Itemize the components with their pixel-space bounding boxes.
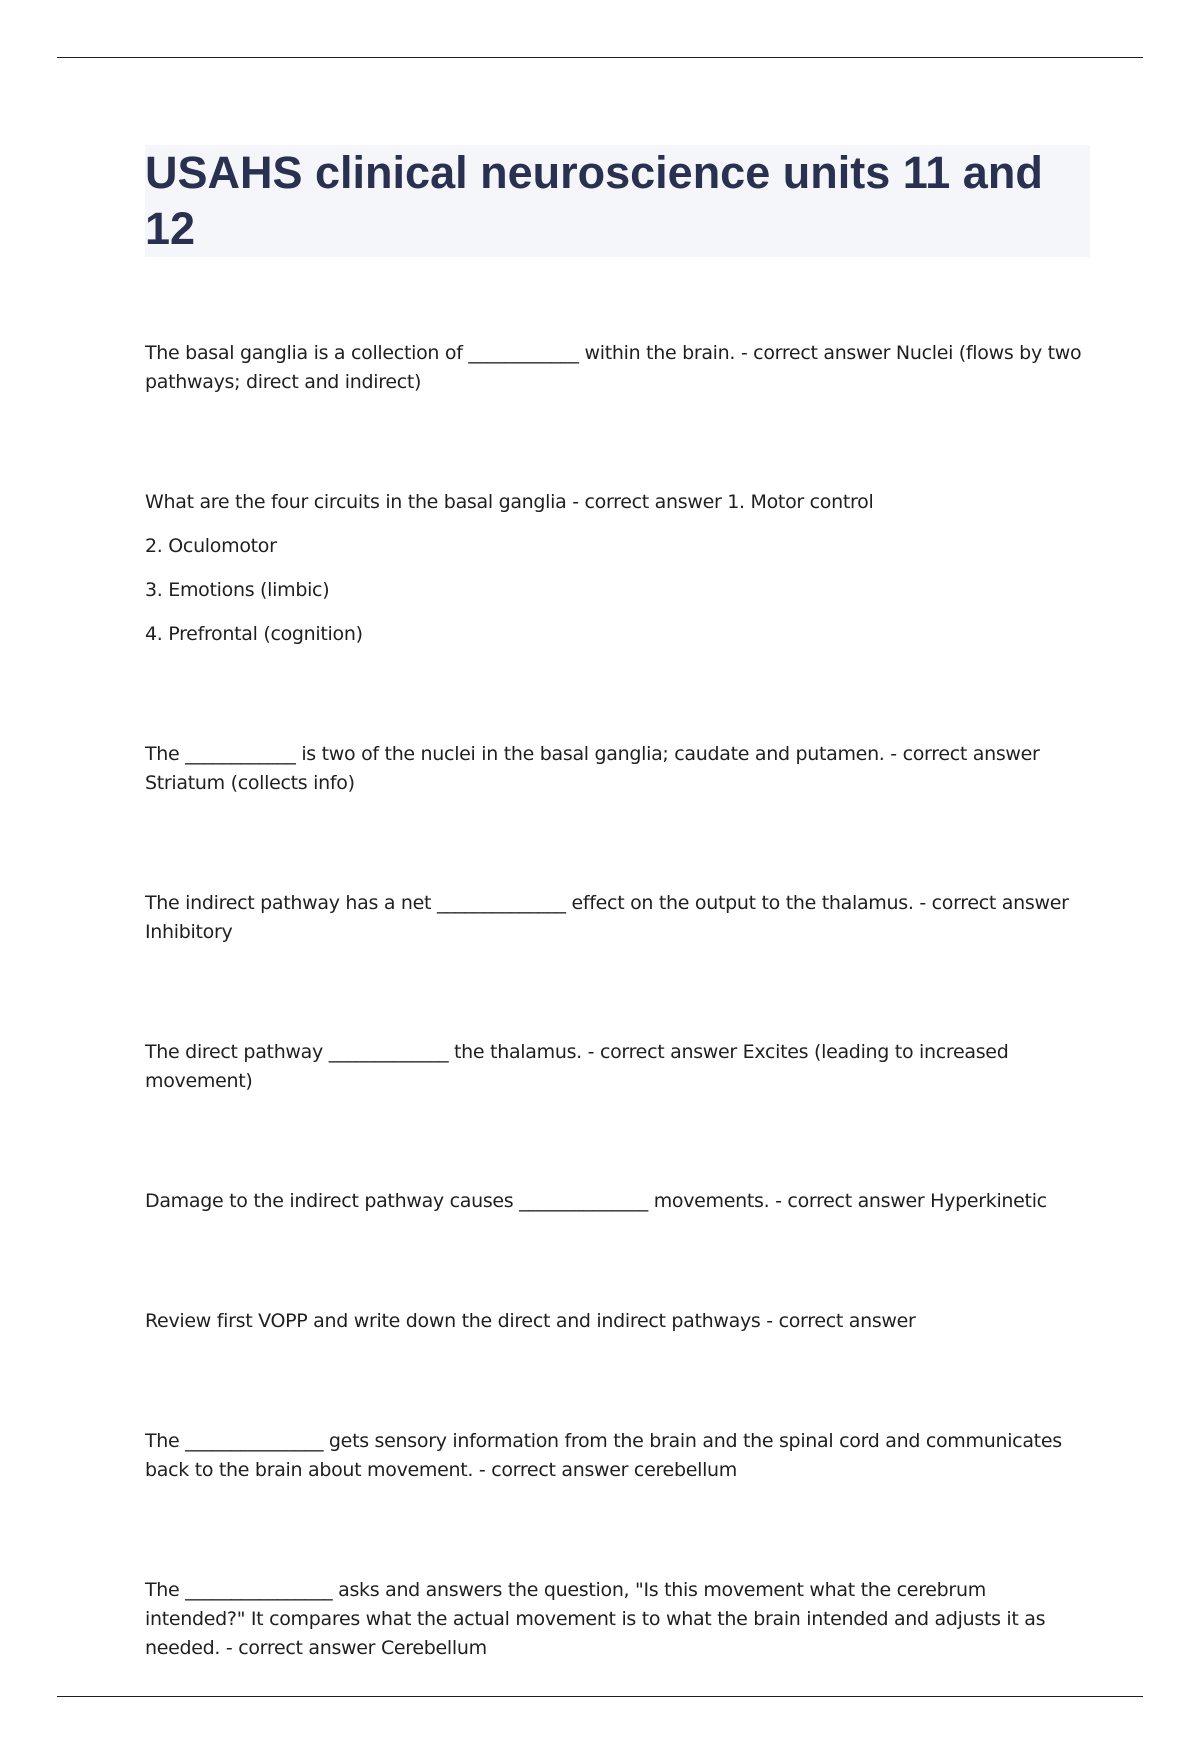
qa-list — [145, 339, 1090, 1663]
qa-text: Damage to the indirect pathway causes ______________ movements. - correct answer Hyperkinetic — [145, 1190, 1047, 1212]
qa-item — [145, 740, 1090, 798]
qa-text: The _______________ gets sensory information from the brain and the spinal cord and communicates back to the brain about movement. - correct answer cerebellum — [145, 1430, 1062, 1481]
document-title: USAHS clinical neuroscience units 11 and 12 — [145, 147, 1043, 254]
qa-list-line: 4. Prefrontal (cognition) — [145, 623, 363, 645]
qa-item — [145, 1576, 1090, 1663]
qa-text: The direct pathway _____________ the thalamus. - correct answer Excites (leading to increased movement) — [145, 1041, 1009, 1092]
qa-item — [145, 889, 1090, 947]
qa-text: The ____________ is two of the nuclei in the basal ganglia; caudate and putamen. - correct answer Striatum (collects info) — [145, 743, 1040, 794]
qa-item — [145, 488, 1090, 649]
qa-list-line: 2. Oculomotor — [145, 535, 277, 557]
qa-text: What are the four circuits in the basal ganglia - correct answer 1. Motor control — [145, 491, 874, 513]
qa-text: Review first VOPP and write down the direct and indirect pathways - correct answer — [145, 1310, 916, 1332]
title-box — [145, 145, 1090, 257]
qa-item — [145, 1187, 1090, 1216]
qa-text: The indirect pathway has a net ______________ effect on the output to the thalamus. - correct answer Inhibitory — [145, 892, 1069, 943]
qa-item — [145, 1307, 1090, 1336]
qa-list-line: 3. Emotions (limbic) — [145, 579, 330, 601]
qa-text: The basal ganglia is a collection of ____________ within the brain. - correct answer Nuclei (flows by two pathways; direct and indirect) — [145, 342, 1082, 393]
qa-text: The ________________ asks and answers the question, "Is this movement what the cerebrum intended?" It compares what the actual movement is to what the brain intended and adjusts it as needed. - correct answer Cerebellum — [145, 1579, 1046, 1659]
document-body — [145, 145, 1090, 1754]
qa-item — [145, 1038, 1090, 1096]
qa-item — [145, 339, 1090, 397]
top-rule — [57, 57, 1143, 58]
qa-item — [145, 1427, 1090, 1485]
bottom-rule — [57, 1696, 1143, 1697]
